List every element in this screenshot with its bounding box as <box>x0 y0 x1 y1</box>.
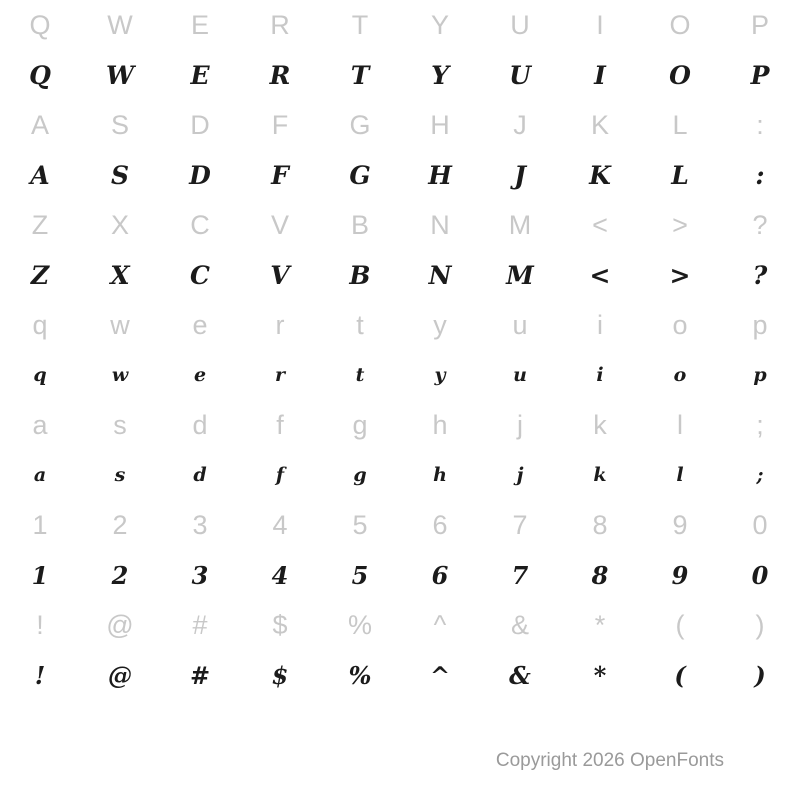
reference-char: U <box>510 9 530 40</box>
reference-char: * <box>594 609 606 640</box>
reference-char: & <box>510 609 529 640</box>
glyph-char: 3 <box>191 560 209 590</box>
glyph-char: ( <box>674 660 686 690</box>
glyph-char: R <box>269 60 291 90</box>
reference-char: a <box>32 409 48 440</box>
reference-char: 1 <box>32 509 48 540</box>
glyph-char: M <box>506 260 534 290</box>
reference-char: g <box>352 409 368 440</box>
glyph-char: T <box>350 60 370 90</box>
glyph-char: B <box>349 260 371 290</box>
reference-char: R <box>270 9 290 40</box>
glyph-char: Y <box>431 60 449 90</box>
reference-char: X <box>110 209 129 240</box>
glyph-char: ) <box>754 660 766 690</box>
glyph-char: r <box>274 364 285 386</box>
glyph-char: 4 <box>271 560 289 590</box>
reference-char: 3 <box>192 509 208 540</box>
glyph-char: i <box>596 364 604 386</box>
reference-char: S <box>110 109 129 140</box>
reference-char: % <box>347 609 372 640</box>
glyph-char: > <box>669 260 691 290</box>
reference-char: 4 <box>272 509 288 540</box>
glyph-char: A <box>30 160 50 190</box>
glyph-char: & <box>509 660 531 690</box>
reference-char: ^ <box>433 609 447 640</box>
glyph-char: Q <box>29 60 51 90</box>
glyph-char: o <box>673 364 687 386</box>
reference-char: y <box>433 309 447 340</box>
glyph-char: P <box>750 60 770 90</box>
reference-char: : <box>756 109 764 140</box>
glyph-char: % <box>348 660 372 690</box>
glyph-char: u <box>513 364 527 386</box>
reference-char: k <box>593 409 607 440</box>
reference-char: > <box>672 209 688 240</box>
reference-char: V <box>270 209 289 240</box>
glyph-char: a <box>33 464 47 486</box>
reference-char: A <box>30 109 49 140</box>
glyph-char: h <box>433 464 447 486</box>
glyph-char: 9 <box>671 560 689 590</box>
glyph-char: F <box>271 160 289 190</box>
glyph-char: y <box>434 364 446 386</box>
glyph-char: d <box>193 464 207 486</box>
glyph-char: 6 <box>431 560 449 590</box>
reference-char: j <box>517 409 523 440</box>
reference-char: Q <box>29 9 51 40</box>
reference-char: ( <box>675 609 685 640</box>
reference-char: I <box>596 9 604 40</box>
glyph-char: s <box>114 464 126 486</box>
reference-char: ! <box>36 609 44 640</box>
glyph-char: : <box>755 160 765 190</box>
glyph-char: w <box>111 364 129 386</box>
glyph-char: E <box>190 60 210 90</box>
glyph-char: 2 <box>111 560 129 590</box>
reference-char: 0 <box>752 509 768 540</box>
reference-char: @ <box>106 609 134 640</box>
glyph-char: j <box>516 464 524 486</box>
reference-char: q <box>32 309 48 340</box>
reference-char: 6 <box>432 509 448 540</box>
glyph-char: ! <box>34 660 46 690</box>
reference-char: w <box>110 309 130 340</box>
glyph-char: 5 <box>351 560 369 590</box>
reference-char: P <box>750 9 769 40</box>
reference-char: G <box>349 109 371 140</box>
glyph-char: O <box>669 60 691 90</box>
reference-char: O <box>669 9 691 40</box>
reference-char: 2 <box>112 509 128 540</box>
reference-char: Z <box>31 209 49 240</box>
reference-char: E <box>190 9 209 40</box>
reference-char: L <box>672 109 688 140</box>
reference-char: K <box>590 109 609 140</box>
reference-char: ? <box>752 209 768 240</box>
glyph-char: k <box>593 464 607 486</box>
glyph-char: J <box>514 160 526 190</box>
glyph-char: $ <box>271 660 289 690</box>
reference-char: 8 <box>592 509 608 540</box>
glyph-char: X <box>110 260 130 290</box>
reference-char: h <box>432 409 448 440</box>
reference-char: t <box>356 309 364 340</box>
glyph-char: ; <box>756 464 764 486</box>
glyph-char: e <box>193 364 207 386</box>
reference-char: ) <box>755 609 765 640</box>
reference-char: 9 <box>672 509 688 540</box>
glyph-char: U <box>509 60 531 90</box>
glyph-char: I <box>594 60 606 90</box>
reference-char: J <box>513 109 527 140</box>
copyright-notice: Copyright 2026 OpenFonts <box>495 750 724 771</box>
glyph-char: q <box>33 364 47 386</box>
reference-char: Y <box>430 9 449 40</box>
glyph-char: f <box>275 464 285 486</box>
reference-char: C <box>190 209 210 240</box>
glyph-char: H <box>428 160 452 190</box>
glyph-char: l <box>676 464 684 486</box>
glyph-char: L <box>671 160 689 190</box>
glyph-char: N <box>428 260 452 290</box>
glyph-char: 8 <box>591 560 609 590</box>
glyph-char: # <box>189 660 211 690</box>
glyph-char: D <box>189 160 211 190</box>
reference-char: l <box>677 409 683 440</box>
glyph-char: V <box>270 260 290 290</box>
glyph-char: Z <box>30 260 50 290</box>
reference-char: F <box>271 109 289 140</box>
reference-char: H <box>430 109 450 140</box>
reference-char: T <box>351 9 369 40</box>
glyph-char: ? <box>752 260 768 290</box>
reference-char: M <box>508 209 532 240</box>
reference-char: W <box>107 9 133 40</box>
reference-char: d <box>192 409 208 440</box>
reference-char: 5 <box>352 509 368 540</box>
glyph-char: G <box>349 160 371 190</box>
glyph-char: W <box>105 60 135 90</box>
glyph-char: 0 <box>751 560 769 590</box>
glyph-char: K <box>589 160 611 190</box>
reference-char: s <box>113 409 127 440</box>
glyph-char: < <box>589 260 611 290</box>
reference-char: N <box>430 209 450 240</box>
glyph-char: C <box>190 260 210 290</box>
glyph-char: S <box>110 160 130 190</box>
glyph-char: ^ <box>429 660 451 690</box>
glyph-char: g <box>353 464 367 486</box>
reference-char: B <box>350 209 369 240</box>
reference-char: D <box>190 109 210 140</box>
reference-char: < <box>592 209 608 240</box>
reference-char: u <box>512 309 528 340</box>
glyph-char: p <box>753 364 767 386</box>
reference-char: # <box>192 609 208 640</box>
glyph-char: t <box>355 364 365 386</box>
glyph-char: @ <box>108 660 132 690</box>
reference-char: r <box>275 309 285 340</box>
reference-char: $ <box>272 609 288 640</box>
reference-char: e <box>192 309 208 340</box>
reference-char: f <box>276 409 284 440</box>
glyph-char: * <box>593 660 607 690</box>
glyph-char: 7 <box>511 560 529 590</box>
reference-char: 7 <box>512 509 528 540</box>
reference-char: ; <box>756 409 764 440</box>
glyph-char: 1 <box>31 560 49 590</box>
reference-char: i <box>597 309 603 340</box>
reference-char: o <box>672 309 688 340</box>
reference-char: p <box>752 309 768 340</box>
